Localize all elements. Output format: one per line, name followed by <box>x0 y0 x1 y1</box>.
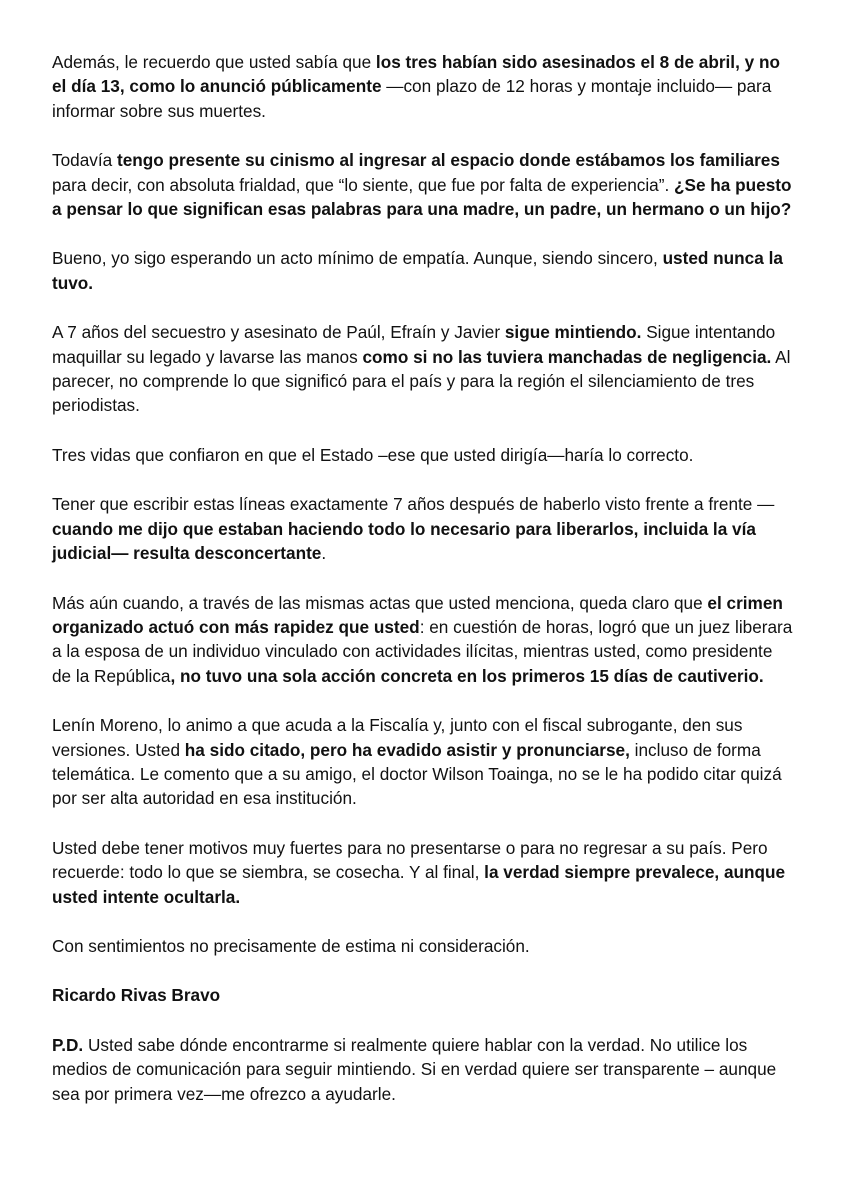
p4-segment-0: A 7 años del secuestro y asesinato de Paúl, Efraín y Javier <box>52 322 505 343</box>
paragraph-8 <box>52 713 796 811</box>
paragraph-1 <box>52 50 796 123</box>
p4-segment-4: Al parecer, no comprende lo que significó para el país y para la región el silenciamiento de tres periodistas. <box>52 346 791 416</box>
p5-segment-0: Tres vidas que confiaron en que el Estado –ese que usted dirigía—haría lo correcto. <box>52 444 694 465</box>
p8-segment-2: incluso de forma telemática. Le comento que a su amigo, el doctor Wilson Toainga, no se le ha podido citar quizá por ser alta autoridad en esa institución. <box>52 739 782 809</box>
paragraph-2 <box>52 148 796 221</box>
p9-segment-1: la verdad siempre prevalece, aunque usted intente ocultarla. <box>52 862 786 907</box>
p4-segment-2: Sigue intentando maquillar su legado y lavarse las manos <box>52 322 776 367</box>
p3-segment-0: Bueno, yo sigo esperando un acto mínimo de empatía. Aunque, siendo sincero, <box>52 248 663 269</box>
p8-segment-1: ha sido citado, pero ha evadido asistir y pronunciarse, <box>184 739 630 760</box>
paragraph-3 <box>52 246 796 295</box>
p1-segment-1: los tres habían sido asesinados el 8 de abril, y no el día 13, como lo anunció públicamente <box>52 52 780 97</box>
p4-segment-3: como si no las tuviera manchadas de negligencia. <box>362 346 772 367</box>
p7-segment-1: el crimen organizado actuó con más rapidez que usted <box>52 592 783 637</box>
p6-segment-2: . <box>321 543 327 564</box>
postscript <box>52 1033 796 1106</box>
p2-segment-0: Todavía <box>52 150 117 171</box>
p7-segment-2: : en cuestión de horas, logró que un juez liberara a la esposa de un individuo vinculado con actividades ilícitas, mientras usted, como presidente de la República <box>52 616 793 686</box>
signature-name <box>52 983 796 1007</box>
p12-segment-1: Usted sabe dónde encontrarme si realmente quiere hablar con la verdad. No utilice los medios de comunicación para seguir mintiendo. Si en verdad quiere ser transparente – aunque sea por primera vez—me ofrezco a ayudarle. <box>52 1034 777 1104</box>
p1-segment-2: —con plazo de 12 horas y montaje incluido— para informar sobre sus muertes. <box>52 76 772 121</box>
p11-segment-0: Ricardo Rivas Bravo <box>52 985 221 1006</box>
p10-segment-0: Con sentimientos no precisamente de estima ni consideración. <box>52 935 530 956</box>
p2-segment-3: ¿Se ha puesto a pensar lo que significan esas palabras para una madre, un padre, un hermano o un hijo? <box>52 174 792 220</box>
p6-segment-1: cuando me dijo que estaban haciendo todo lo necesario para liberarlos, incluida la vía judicial— resulta desconcertante <box>52 518 756 564</box>
p4-segment-1: sigue mintiendo. <box>504 322 642 343</box>
p7-segment-3: , no tuvo una sola acción concreta en los primeros 15 días de cautiverio. <box>170 665 764 686</box>
paragraph-5 <box>52 443 796 467</box>
p1-segment-0: Además, le recuerdo que usted sabía que <box>52 52 376 72</box>
p7-segment-0: Más aún cuando, a través de las mismas actas que usted menciona, queda claro que <box>52 592 708 613</box>
paragraph-9 <box>52 836 796 909</box>
p3-segment-1: usted nunca la tuvo. <box>52 248 783 293</box>
p2-segment-2: para decir, con absoluta frialdad, que “lo siente, que fue por falta de experiencia”. <box>52 174 675 195</box>
paragraph-4 <box>52 320 796 418</box>
p9-segment-0: Usted debe tener motivos muy fuertes para no presentarse o para no regresar a su país. Pero recuerde: todo lo que se siembra, se cosecha. Y al final, <box>52 837 768 883</box>
p2-segment-1: tengo presente su cinismo al ingresar al espacio donde estábamos los familiares <box>116 150 780 171</box>
paragraph-6 <box>52 492 796 565</box>
paragraph-7 <box>52 591 796 689</box>
p8-segment-0: Lenín Moreno, lo animo a que acuda a la Fiscalía y, junto con el fiscal subrogante, den sus versiones. Usted <box>52 715 743 760</box>
closing-line <box>52 934 796 958</box>
p12-segment-0: P.D. <box>52 1034 84 1055</box>
p6-segment-0: Tener que escribir estas líneas exactamente 7 años después de haberlo visto frente a frente — <box>52 494 775 515</box>
